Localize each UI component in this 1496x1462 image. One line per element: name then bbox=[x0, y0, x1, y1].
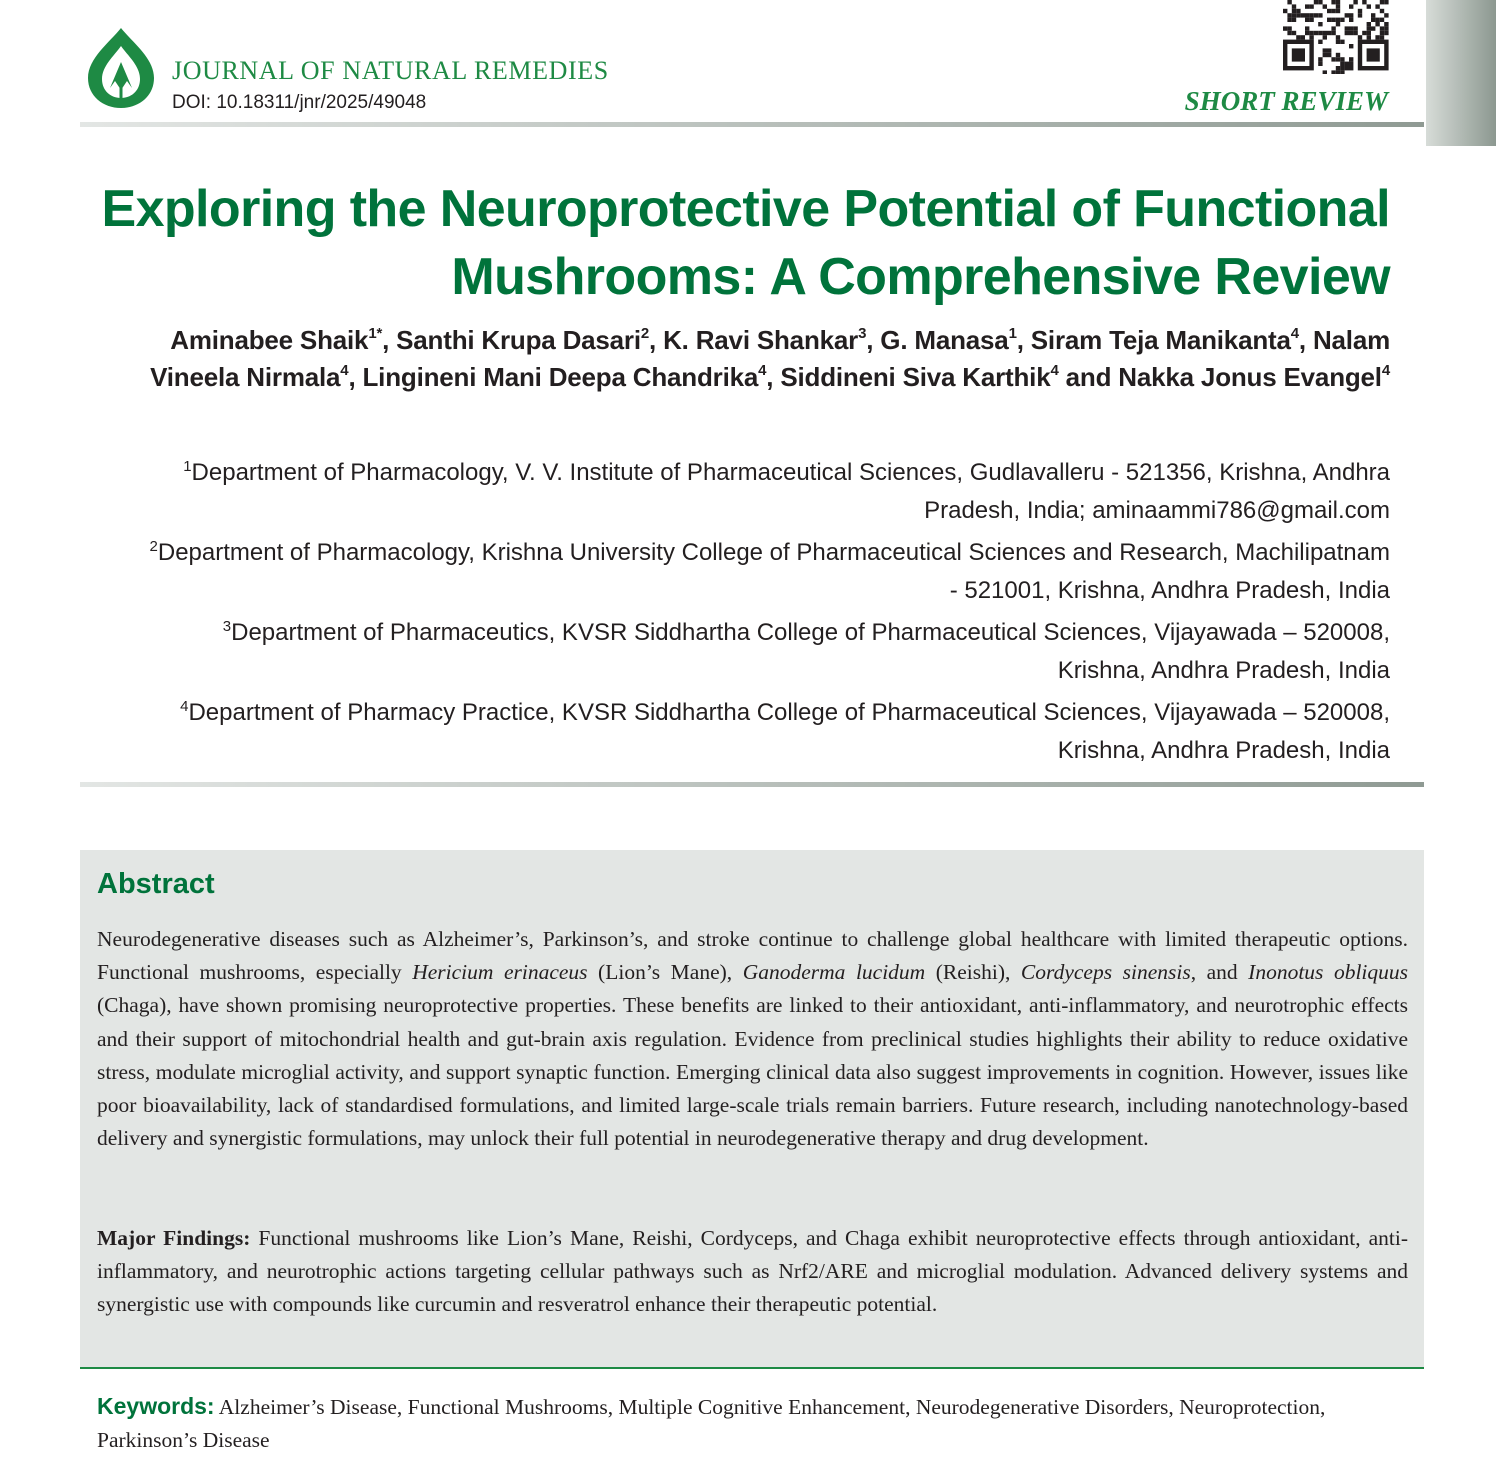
author-affiliation-marker: 3 bbox=[858, 325, 867, 342]
qr-code-icon bbox=[1283, 0, 1389, 74]
species-name: Inonotus obliquus bbox=[1248, 960, 1409, 985]
major-findings-label: Major Findings: bbox=[97, 1226, 251, 1250]
author-affiliation-marker: 4 bbox=[1050, 362, 1059, 379]
abstract-text-segment: , and bbox=[1190, 960, 1249, 985]
author-name: Siddineni Siva Karthik bbox=[780, 362, 1051, 392]
keywords bbox=[97, 1390, 1427, 1457]
affiliation-divider bbox=[80, 782, 1424, 787]
article-type-label: SHORT REVIEW bbox=[1184, 86, 1388, 116]
affiliation-text: Department of Pharmacy Practice, KVSR Siddhartha College of Pharmaceutical Sciences, Vijayawada – 520008, Krishna, Andhra Pradesh, India bbox=[188, 699, 1390, 764]
author-separator: and bbox=[1058, 362, 1119, 392]
keywords-label: Keywords: bbox=[97, 1393, 215, 1419]
author-list bbox=[150, 322, 1390, 396]
author-name: Santhi Krupa Dasari bbox=[396, 325, 641, 355]
author-separator: , bbox=[382, 325, 397, 355]
article-title: Exploring the Neuroprotective Potential of Functional Mushrooms: A Comprehensive Review bbox=[101, 179, 1390, 306]
keywords-text: Alzheimer’s Disease, Functional Mushrooms, Multiple Cognitive Enhancement, Neurodegenerative Disorders, Neuroprotection, Parkinson’s Disease bbox=[97, 1395, 1326, 1452]
author-affiliation-marker: 2 bbox=[640, 325, 650, 342]
author-name: Lingineni Mani Deepa Chandrika bbox=[362, 362, 759, 392]
header-divider bbox=[80, 122, 1424, 127]
author-affiliation-marker: 1 bbox=[1008, 325, 1017, 342]
journal-name: JOURNAL OF NATURAL REMEDIES bbox=[172, 56, 609, 85]
affiliation-number: 3 bbox=[222, 618, 232, 635]
affiliation-text: Department of Pharmacology, V. V. Institute of Pharmaceutical Sciences, Gudlavalleru - 521356, Krishna, Andhra Pradesh, India; aminaammi786@gmail.com bbox=[191, 459, 1390, 524]
affiliation-number: 4 bbox=[180, 698, 189, 715]
species-name: Cordyceps sinensis bbox=[1020, 960, 1191, 985]
author-name: G. Manasa bbox=[880, 325, 1009, 355]
abstract-text-segment: Neurodegenerative diseases such as Alzheimer’s, Parkinson’s, and stroke continue to challenge global healthcare with limited therapeutic options. Functional mushrooms, especially bbox=[97, 927, 1408, 985]
author-separator: , bbox=[649, 325, 664, 355]
author-name: Siram Teja Manikanta bbox=[1030, 325, 1291, 355]
author-separator: , bbox=[866, 325, 881, 355]
author-affiliation-marker: 4 bbox=[1290, 325, 1299, 342]
affiliation-text: Department of Pharmaceutics, KVSR Siddhartha College of Pharmaceutical Sciences, Vijayawada – 520008, Krishna, Andhra Pradesh, India bbox=[231, 619, 1390, 684]
author-affiliation-marker: 4 bbox=[758, 362, 767, 379]
abstract-text-segment: (Chaga), have shown promising neuroprotective properties. These benefits are linked to their antioxidant, anti-inflammatory, and neurotrophic effects and their support of mitochondrial health and gut-brain axis regulation. Evidence from preclinical studies highlights their ability to reduce oxidative stress, modulate microglial activity, and support synaptic function. Emerging clinical data also suggest improvements in cognition. However, issues like poor bioavailability, lack of standardised formulations, and limited large-scale trials remain barriers. Future research, including nanotechnology-based delivery and synergistic formulations, may unlock their full potential in neurodegenerative therapy and drug development. bbox=[97, 993, 1408, 1151]
author-name: Aminabee Shaik bbox=[170, 325, 369, 355]
affiliation-item bbox=[140, 454, 1390, 529]
species-name: Hericium erinaceus bbox=[412, 960, 588, 985]
doi[interactable]: DOI: 10.18311/jnr/2025/49048 bbox=[172, 92, 427, 113]
author-separator: , bbox=[1298, 325, 1313, 355]
author-separator: , bbox=[1016, 325, 1031, 355]
affiliation-text: Department of Pharmacology, Krishna University College of Pharmaceutical Sciences and Research, Machilipatnam - 521001, Krishna, Andhra Pradesh, India bbox=[157, 539, 1390, 604]
author-separator: , bbox=[348, 362, 363, 392]
affiliation-number: 2 bbox=[149, 538, 158, 555]
abstract-heading: Abstract bbox=[97, 868, 215, 900]
author-affiliation-marker: 4 bbox=[1381, 362, 1390, 379]
author-name: K. Ravi Shankar bbox=[663, 325, 859, 355]
author-name: Nalam Vineela Nirmala bbox=[150, 325, 1390, 392]
leaf-logo-icon bbox=[80, 26, 162, 110]
abstract-text-segment: (Reishi), bbox=[925, 960, 1021, 985]
major-findings-text: Functional mushrooms like Lion’s Mane, Reishi, Cordyceps, and Chaga exhibit neuroprotective effects through antioxidant, anti-inflammatory, and neurotrophic actions targeting cellular pathways such as Nrf2/ARE and microglial modulation. Advanced delivery systems and synergistic use with compounds like curcumin and resveratrol enhance their therapeutic potential. bbox=[97, 1226, 1408, 1317]
abstract-body bbox=[97, 923, 1408, 1155]
abstract-text-segment: (Lion’s Mane), bbox=[587, 960, 743, 985]
affiliation-item bbox=[140, 534, 1390, 609]
affiliation-number: 1 bbox=[183, 458, 192, 475]
affiliation-item bbox=[140, 614, 1390, 689]
species-name: Ganoderma lucidum bbox=[742, 960, 926, 985]
side-color-strip bbox=[1426, 0, 1496, 146]
author-name: Nakka Jonus Evangel bbox=[1118, 362, 1382, 392]
major-findings bbox=[97, 1222, 1408, 1322]
affiliation-item bbox=[140, 694, 1390, 769]
author-separator: , bbox=[766, 362, 781, 392]
author-affiliation-marker: 4 bbox=[340, 362, 349, 379]
author-affiliation-marker: 1* bbox=[368, 325, 383, 342]
affiliation-list bbox=[140, 454, 1390, 774]
